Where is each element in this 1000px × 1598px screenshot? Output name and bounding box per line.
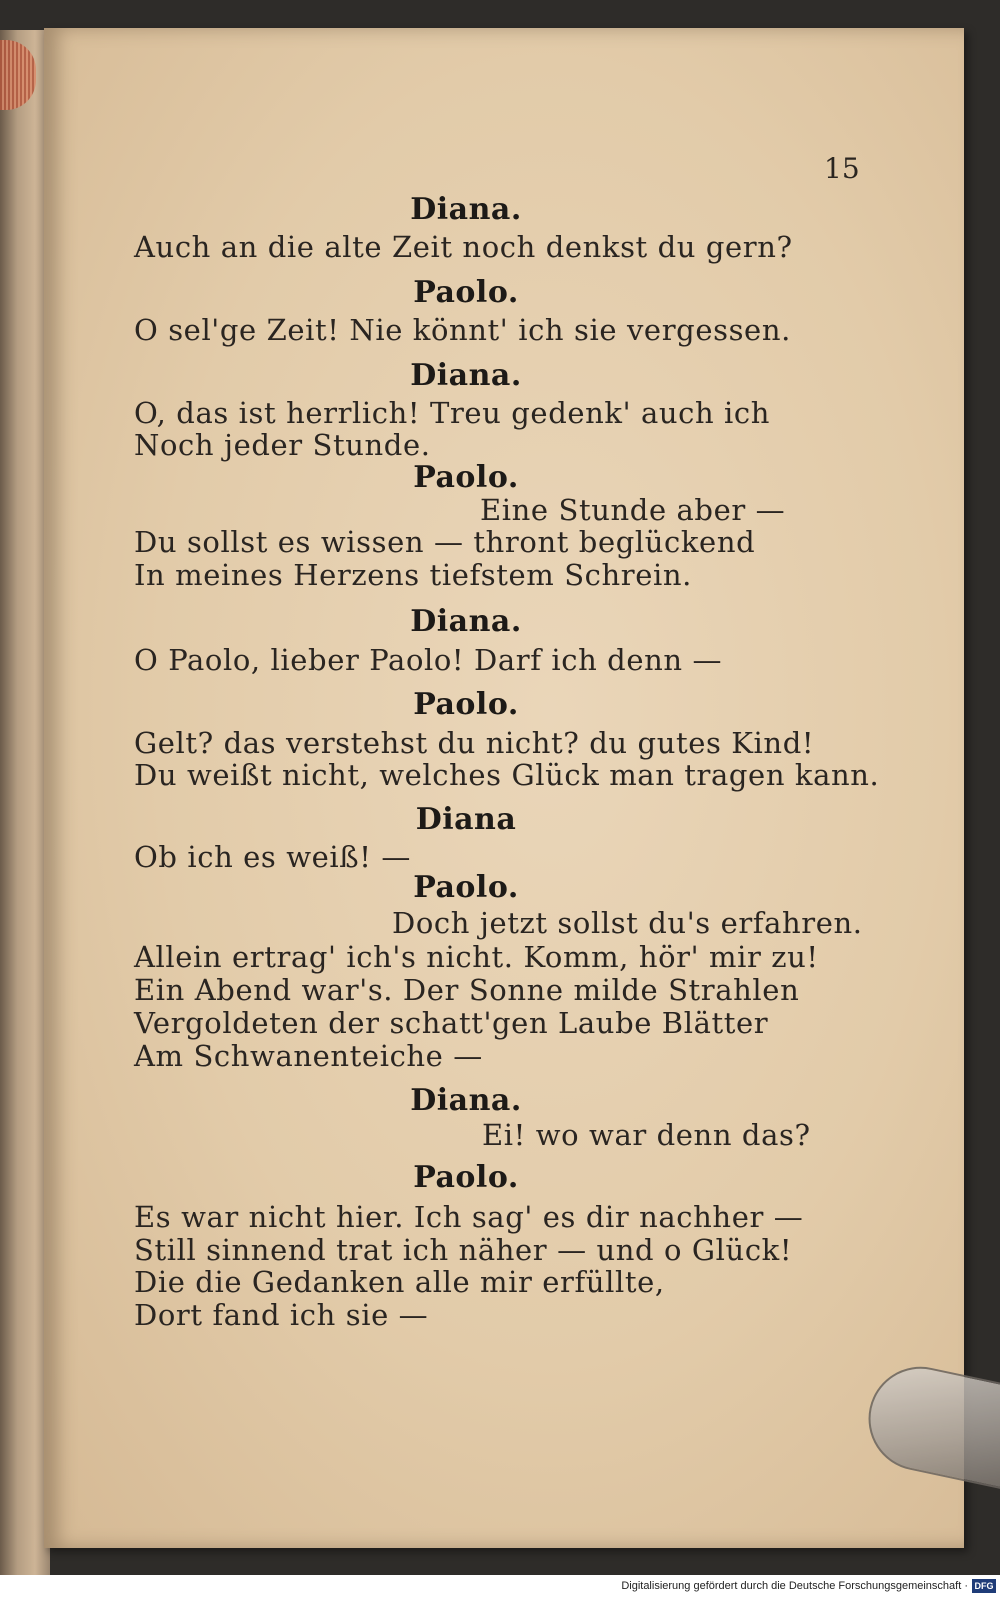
speaker-heading: Diana. bbox=[410, 1083, 522, 1118]
verse-line: Die die Gedanken alle mir erfüllte, bbox=[134, 1265, 665, 1299]
verse-line: Vergoldeten der schatt'gen Laube Blätter bbox=[134, 1006, 769, 1040]
verse-line: Es war nicht hier. Ich sag' es dir nachher — bbox=[134, 1200, 804, 1234]
verse-line: Ob ich es weiß! — bbox=[134, 840, 411, 874]
verse-line: Allein ertrag' ich's nicht. Komm, hör' mir zu! bbox=[134, 940, 819, 974]
verse-line: Still sinnend trat ich näher — und o Glück! bbox=[134, 1233, 793, 1267]
verse-line: Am Schwanenteiche — bbox=[134, 1039, 483, 1073]
verse-line: Doch jetzt sollst du's erfahren. bbox=[392, 906, 863, 940]
verse-line: Du sollst es wissen — thront beglückend bbox=[134, 525, 756, 559]
speaker-heading: Paolo. bbox=[413, 870, 519, 905]
verse-line: In meines Herzens tiefstem Schrein. bbox=[134, 558, 692, 592]
verse-line: O sel'ge Zeit! Nie könnt' ich sie vergessen. bbox=[134, 313, 791, 347]
verse-line: O, das ist herrlich! Treu gedenk' auch ich bbox=[134, 396, 771, 430]
speaker-heading: Paolo. bbox=[413, 687, 519, 722]
verse-line: Dort fand ich sie — bbox=[134, 1298, 429, 1332]
dfg-logo-icon: DFG bbox=[972, 1579, 996, 1593]
speaker-heading: Paolo. bbox=[413, 275, 519, 310]
page-number: 15 bbox=[824, 152, 860, 185]
verse-line: O Paolo, lieber Paolo! Darf ich denn — bbox=[134, 643, 723, 677]
speaker-heading: Diana. bbox=[410, 604, 522, 639]
verse-line: Ei! wo war denn das? bbox=[482, 1118, 811, 1152]
speaker-heading: Diana. bbox=[410, 358, 522, 393]
verse-line: Du weißt nicht, welches Glück man tragen kann. bbox=[134, 758, 880, 792]
speaker-heading: Diana bbox=[415, 802, 517, 837]
speaker-heading: Diana. bbox=[410, 192, 522, 227]
verse-line: Gelt? das verstehst du nicht? du gutes Kind! bbox=[134, 726, 815, 760]
verse-line: Auch an die alte Zeit noch denkst du gern? bbox=[134, 230, 793, 264]
verse-line: Noch jeder Stunde. bbox=[134, 428, 431, 462]
verse-line: Ein Abend war's. Der Sonne milde Strahlen bbox=[134, 973, 800, 1007]
verse-line: Eine Stunde aber — bbox=[480, 493, 786, 527]
funding-credit: Digitalisierung gefördert durch die Deutsche Forschungsgemeinschaft · bbox=[621, 1580, 968, 1592]
speaker-heading: Paolo. bbox=[413, 1160, 519, 1195]
speaker-heading: Paolo. bbox=[413, 460, 519, 495]
